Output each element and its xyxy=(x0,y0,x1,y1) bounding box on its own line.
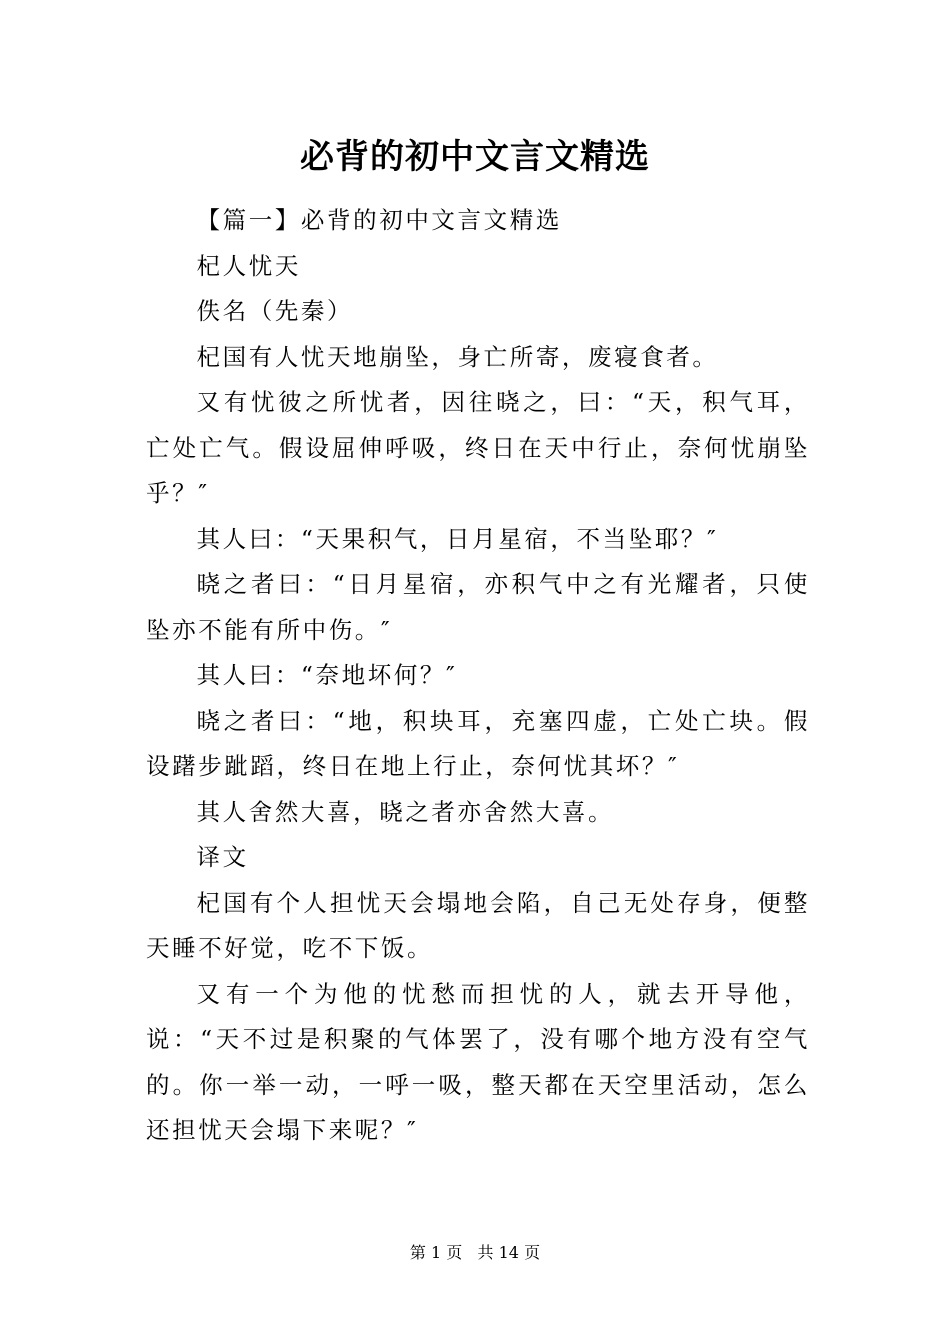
document-body xyxy=(146,198,810,1154)
paragraph: 其人舍然大喜，晓之者亦舍然大喜。 xyxy=(196,797,615,826)
paragraph: 其人曰：“天果积气，日月星宿，不当坠耶？″ xyxy=(196,524,719,553)
paragraph: 又有一个为他的忧愁而担忧的人，就去开导他，说：“天不过是积聚的气体罢了，没有哪个地方没有空气的。你一举一动，一呼一吸，整天都在天空里活动，怎么还担忧天会塌下来呢？″ xyxy=(146,979,810,1144)
paragraph: 其人曰：“奈地坏何？″ xyxy=(196,661,458,689)
paragraph: 晓之者曰：“日月星宿，亦积气中之有光耀者，只使坠亦不能有所中伤。″ xyxy=(146,570,810,644)
page-number: 第 1 页 共 14 页 xyxy=(409,1243,541,1262)
paragraph: 杞国有人忧天地崩坠，身亡所寄，废寝食者。 xyxy=(196,342,719,371)
text-author: 佚名（先秦） xyxy=(196,297,354,325)
section-heading: 【篇一】必背的初中文言文精选 xyxy=(196,206,562,234)
page-footer xyxy=(0,1241,950,1265)
paragraph: 杞国有个人担忧天会塌地会陷，自己无处存身，便整天睡不好觉，吃不下饭。 xyxy=(146,888,810,962)
translation-heading: 译文 xyxy=(196,843,249,871)
text-title: 杞人忧天 xyxy=(196,251,301,280)
document-title: 必背的初中文言文精选 xyxy=(300,137,650,177)
paragraph: 又有忧彼之所忧者，因往晓之，曰：“天，积气耳，亡处亡气。假设屈伸呼吸，终日在天中行止，奈何忧崩坠乎？″ xyxy=(146,388,810,507)
paragraph: 晓之者曰：“地，积块耳，充塞四虚，亡处亡块。假设躇步跐蹈，终日在地上行止，奈何忧其坏？″ xyxy=(146,706,810,780)
